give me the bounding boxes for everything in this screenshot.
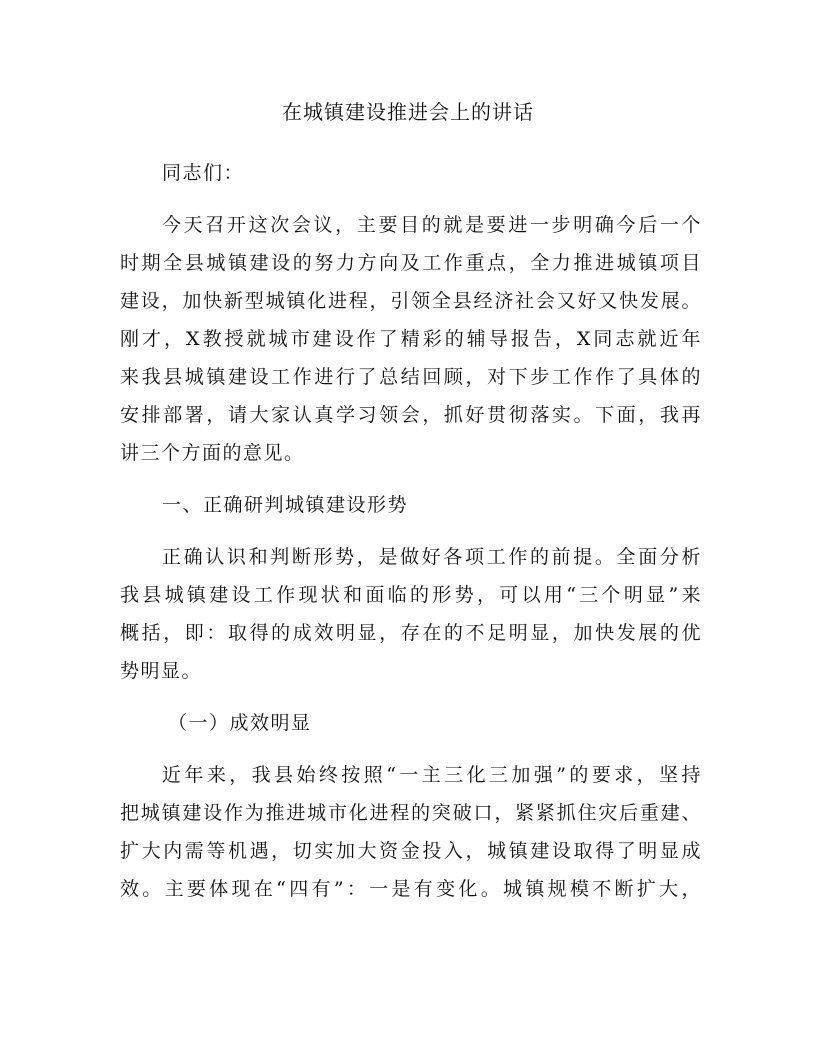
paragraph-line: 我县城镇建设工作现状和面临的形势，可以用“三个明显”来 xyxy=(120,584,702,606)
paragraph-line: 时期全县城镇建设的努力方向及工作重点，全力推进城镇项目 xyxy=(120,252,702,274)
paragraph-line: 势明显。 xyxy=(120,660,203,682)
paragraph-line: 讲三个方面的意见。 xyxy=(120,442,305,464)
paragraph-line: 把城镇建设作为推进城市化进程的突破口，紧紧抓住灾后重建、 xyxy=(120,802,702,824)
paragraph-2 xyxy=(120,538,702,690)
paragraph-line: 建设，加快新型城镇化进程，引领全县经济社会又好又快发展。 xyxy=(120,290,702,312)
subsection-heading-1: （一）成效明显 xyxy=(168,712,312,734)
paragraph-line: 安排部署，请大家认真学习领会，抓好贯彻落实。下面，我再 xyxy=(120,404,702,426)
salutation: 同志们： xyxy=(162,162,245,184)
paragraph-line: 近年来，我县始终按照“一主三化三加强”的要求，坚持 xyxy=(162,764,702,786)
paragraph-line: 刚才，X教授就城市建设作了精彩的辅导报告，X同志就近年 xyxy=(120,328,702,350)
paragraph-line: 正确认识和判断形势，是做好各项工作的前提。全面分析 xyxy=(162,546,702,568)
paragraph-line: 扩大内需等机遇，切实加大资金投入，城镇建设取得了明显成 xyxy=(120,840,702,862)
document-title: 在城镇建设推进会上的讲话 xyxy=(282,100,534,124)
section-heading-1: 一、正确研判城镇建设形势 xyxy=(162,494,409,516)
document-body xyxy=(120,140,702,908)
paragraph-3 xyxy=(120,756,702,908)
paragraph-line: 来我县城镇建设工作进行了总结回顾，对下步工作作了具体的 xyxy=(120,366,702,388)
paragraph-line: 今天召开这次会议，主要目的就是要进一步明确今后一个 xyxy=(162,214,702,236)
paragraph-line: 概括，即：取得的成效明显，存在的不足明显，加快发展的优 xyxy=(120,622,702,644)
paragraph-1 xyxy=(120,206,702,472)
paragraph-line: 效。主要体现在“四有”：一是有变化。城镇规模不断扩大， xyxy=(120,878,702,900)
